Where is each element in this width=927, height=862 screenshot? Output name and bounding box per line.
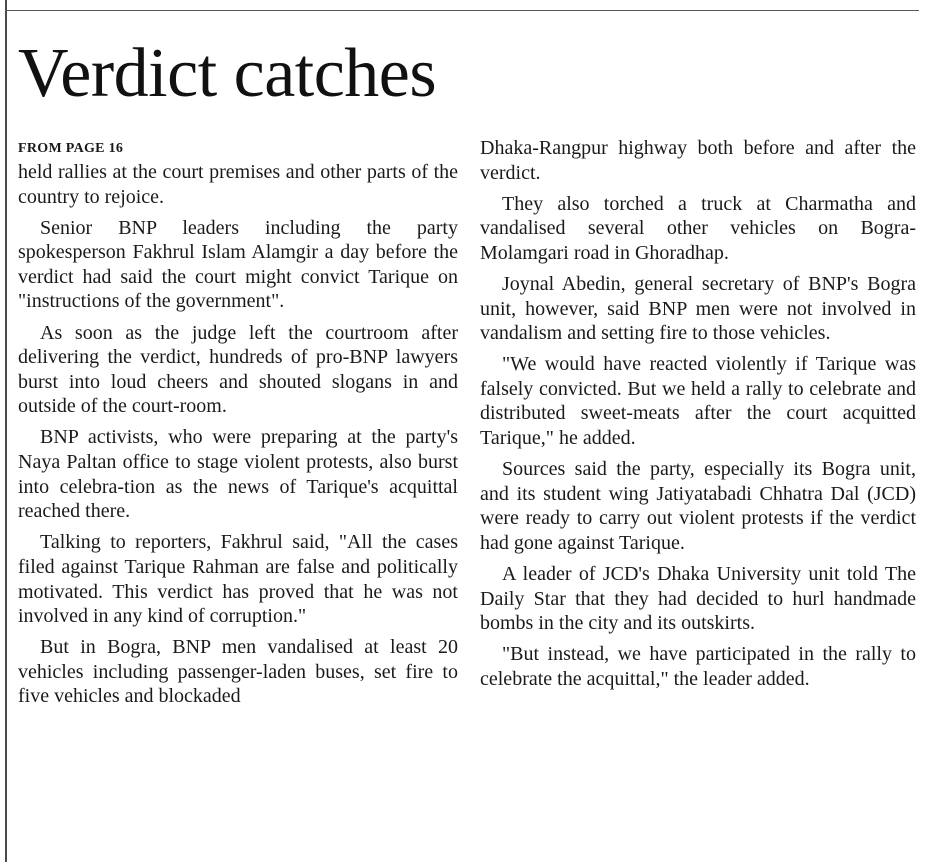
paragraph: A leader of JCD's Dhaka University unit told The Daily Star that they had decided to hurl handmade bombs in the city and its outskirts. (480, 563, 916, 635)
paragraph: They also torched a truck at Charmatha and vandalised several other vehicles on Bogra-Molamgari road in Ghoradhap. (480, 192, 916, 264)
headline: Verdict catches (18, 35, 437, 112)
continued-from-label: FROM PAGE 16 (18, 141, 124, 156)
paragraph: BNP activists, who were preparing at the party's Naya Paltan office to stage violent protests, also burst into celebra-tion as the news of Tarique's acquittal reached there. (18, 426, 458, 523)
paragraph: "But instead, we have participated in the rally to celebrate the acquittal," the leader added. (480, 643, 916, 690)
paragraph: Dhaka-Rangpur highway both before and after the verdict. (480, 137, 916, 184)
paragraph: Senior BNP leaders including the party spokesperson Fakhrul Islam Alamgir a day before the verdict had said the court might convict Tarique on "instructions of the government". (18, 216, 458, 313)
left-column-rule (5, 0, 7, 862)
article-left-column (18, 140, 458, 715)
paragraph: Joynal Abedin, general secretary of BNP's Bogra unit, however, said BNP men were not involved in vandalism and setting fire to those vehicles. (480, 272, 916, 345)
paragraph: But in Bogra, BNP men vandalised at least 20 vehicles including passenger-laden buses, set fire to five vehicles and blockaded (18, 636, 458, 708)
top-rule (5, 10, 919, 11)
paragraph: "We would have reacted violently if Tarique was falsely convicted. But we held a rally to celebrate and distributed sweet-meats after the court acquitted Tarique," he added. (480, 353, 916, 450)
article-right-column (480, 137, 916, 698)
paragraph: Talking to reporters, Fakhrul said, "All the cases filed against Tarique Rahman are false and politically motivated. This verdict has proved that he was not involved in any kind of corruption." (18, 531, 458, 628)
paragraph: held rallies at the court premises and other parts of the country to rejoice. (18, 161, 458, 208)
paragraph: As soon as the judge left the courtroom after delivering the verdict, hundreds of pro-BNP lawyers burst into loud cheers and shouted slogans in and outside of the court-room. (18, 321, 458, 418)
paragraph: Sources said the party, especially its Bogra unit, and its student wing Jatiyatabadi Chhatra Dal (JCD) were ready to carry out violent protests if the verdict had gone against Tarique. (480, 458, 916, 554)
